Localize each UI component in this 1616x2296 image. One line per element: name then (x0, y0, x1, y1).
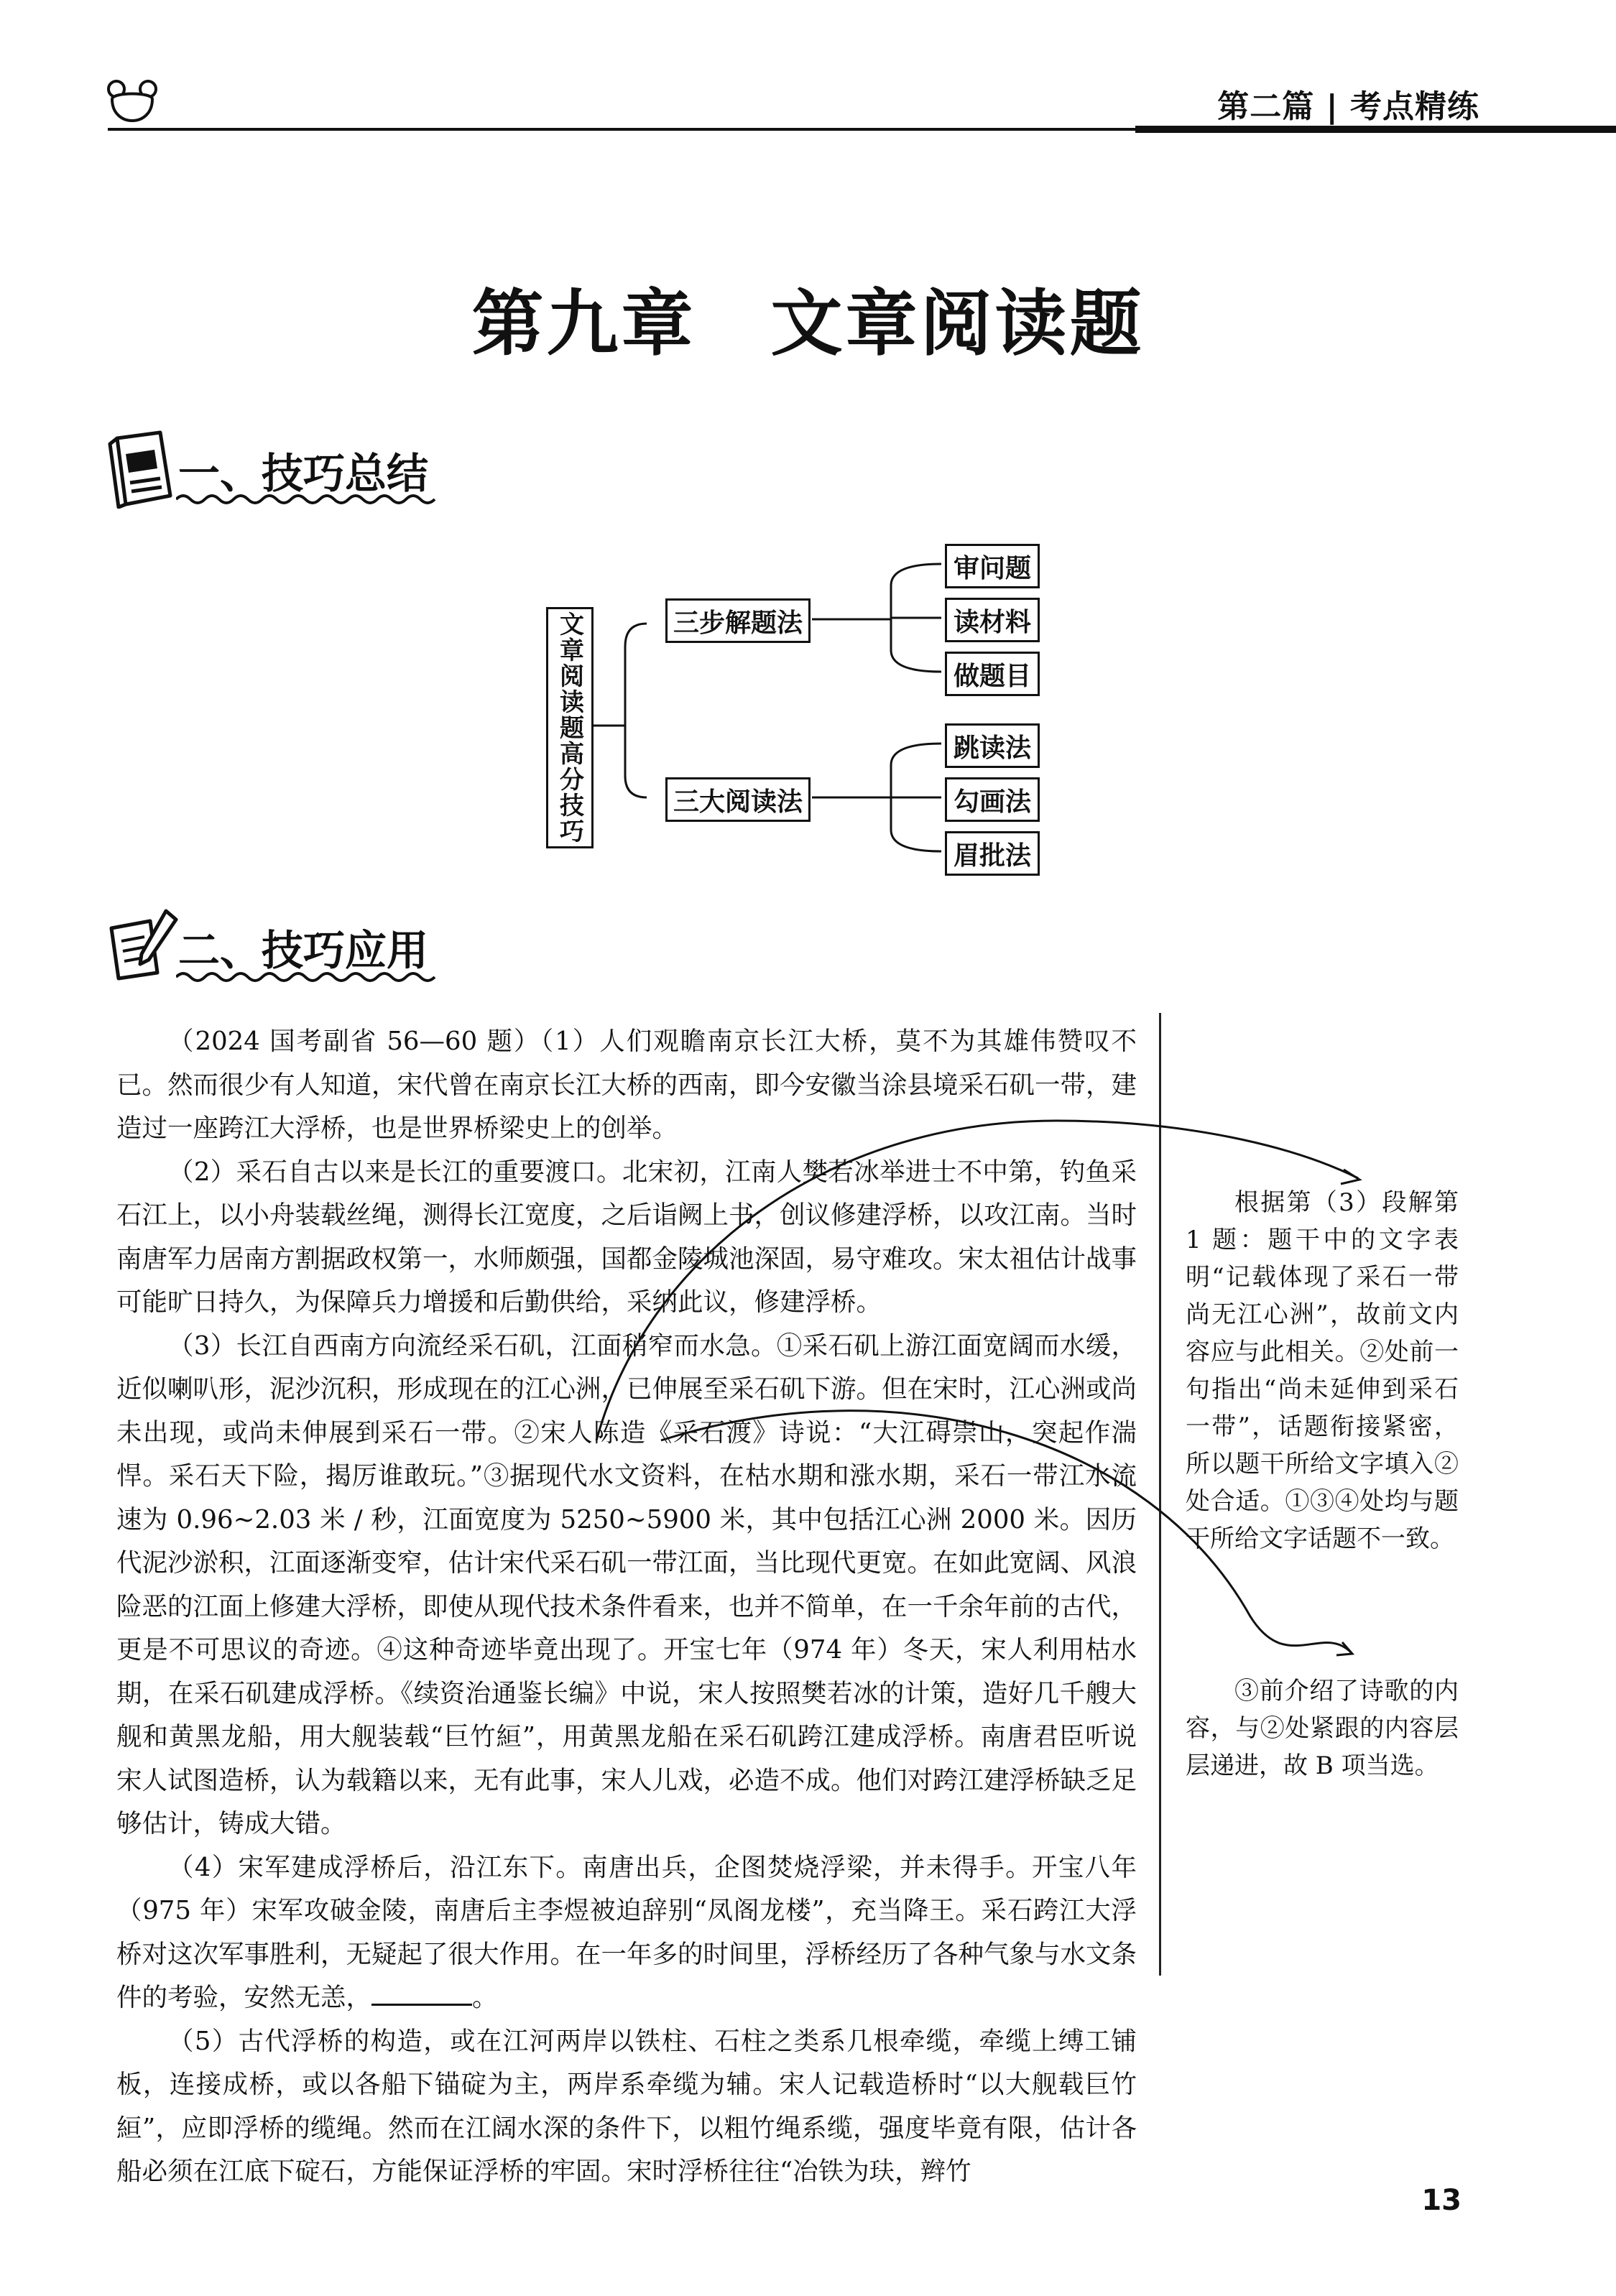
mindmap-leaf: 眉批法 (945, 831, 1040, 876)
mindmap-root: 文章阅读题高分技巧 (546, 607, 594, 848)
paragraph-text: （4）宋军建成浮桥后，沿江东下。南唐出兵，企图焚烧浮梁，并未得手。开宝八年（975 年）宋军攻破金陵，南唐后主李煜被迫辞别“凤阁龙楼”，充当降王。采石跨江大浮桥对这次军事胜利，无疑起了很大作用。在一年多的时间里，浮桥经历了各种气象与水文条件的考验，安然无恙， (116, 1852, 1137, 2012)
mindmap-leaf: 读材料 (945, 598, 1040, 642)
mindmap-leaf: 审问题 (945, 544, 1040, 588)
arrow-path (661, 1411, 1351, 1652)
mindmap-leaf: 勾画法 (945, 777, 1040, 822)
article-paragraph: （2）采石自古以来是长江的重要渡口。北宋初，江南人樊若冰举进士不中第，钓鱼采石江上，以小舟装载丝绳，测得长江宽度，之后诣阙上书，创议修建浮桥，以攻江南。当时南唐军力居南方割据政权第一，水师颇强，国都金陵城池深固，易守难攻。宋太祖估计战事可能旷日持久，为保障兵力增援和后勤供给，采纳此议，修建浮桥。 (116, 1157, 1137, 1317)
arrow-path (596, 1121, 1358, 1440)
section-title-summary: 一、技巧总结 (178, 449, 429, 498)
section-title-application: 二、技巧应用 (178, 926, 429, 975)
mindmap-leaf: 做题目 (945, 652, 1040, 696)
chapter-title: 第九章 文章阅读题 (471, 282, 1145, 366)
mindmap-leaf: 跳读法 (945, 723, 1040, 768)
article-paragraph: （2024 国考副省 56—60 题）（1）人们观瞻南京长江大桥，莫不为其雄伟赞叹不已。然而很少有人知道，宋代曾在南京长江大桥的西南，即今安徽当涂县境采石矶一带，建造过一座跨江大浮桥，也是世界桥梁史上的创举。 (116, 1027, 1137, 1143)
blank-suffix: 。 (472, 1983, 498, 2012)
margin-note-text: 根据第（3）段解第 1 题：题干中的文字表明“记载体现了采石一带尚无江心洲”，故前文内容应与此相关。②处前一句指出“尚未延伸到采石一带”，话题衔接紧密，所以题干所给文字填入②处合适。①③④处均与题干所给文字话题不一致。 (1186, 1188, 1459, 1553)
article-paragraph: （3）长江自西南方向流经采石矶，江面稍窄而水急。①采石矶上游江面宽阔而水缓，近似喇叭形，泥沙沉积，形成现在的江心洲，已伸展至采石矶下游。但在宋时，江心洲或尚未出现，或尚未伸展到采石一带。②宋人陈造《采石渡》诗说：“大江碍崇山，突起作湍悍。采石天下险，揭厉谁敢玩。”③据现代水文资料，在枯水期和涨水期，采石一带江水流速为 0.96~2.03 米 / 秒，江面宽度为 5250~5900 米，其中包括江心洲 2000 米。因历代泥沙淤积，江面逐渐变窄，估计宋代采石矶一带江面，当比现代更宽。在如此宽阔、风浪险恶的江面上修建大浮桥，即使从现代技术条件看来，也并不简单，在一千余年前的古代，更是不可思议的奇迹。④这种奇迹毕竟出现了。开宝七年（974 年）冬天，宋人利用枯水期，在采石矶建成浮桥。《续资治通鉴长编》中说，宋人按照樊若冰的计策，造好几千艘大舰和黄黑龙船，用大舰装载“巨竹絙”，用黄黑龙船在采石矶跨江建成浮桥。南唐君臣听说宋人试图造桥，认为载籍以来，无有此事，宋人儿戏，必造不成。他们对跨江建浮桥缺乏足够估计，铸成大错。 (116, 1330, 1137, 1838)
mindmap-branch-1: 三步解题法 (665, 598, 811, 643)
header-label: 第二篇 | 考点精练 (1217, 88, 1479, 125)
mindmap-branch-2: 三大阅读法 (665, 777, 811, 822)
margin-note-text: ③前介绍了诗歌的内容，与②处紧跟的内容层层递进，故 B 项当选。 (1186, 1677, 1459, 1780)
article-paragraph: （5）古代浮桥的构造，或在江河两岸以铁柱、石柱之类系几根牵缆，牵缆上缚工铺板，连接成桥，或以各船下锚碇为主，两岸系牵缆为辅。宋人记载造桥时“以大舰载巨竹絙”，应即浮桥的缆绳。然而在江阔水深的条件下，以粗竹绳系缆，强度毕竟有限，估计各船必须在江底下碇石，方能保证浮桥的牢固。宋时浮桥往往“冶铁为玞，辫竹 (116, 2026, 1137, 2186)
page-number: 13 (1421, 2184, 1462, 2217)
